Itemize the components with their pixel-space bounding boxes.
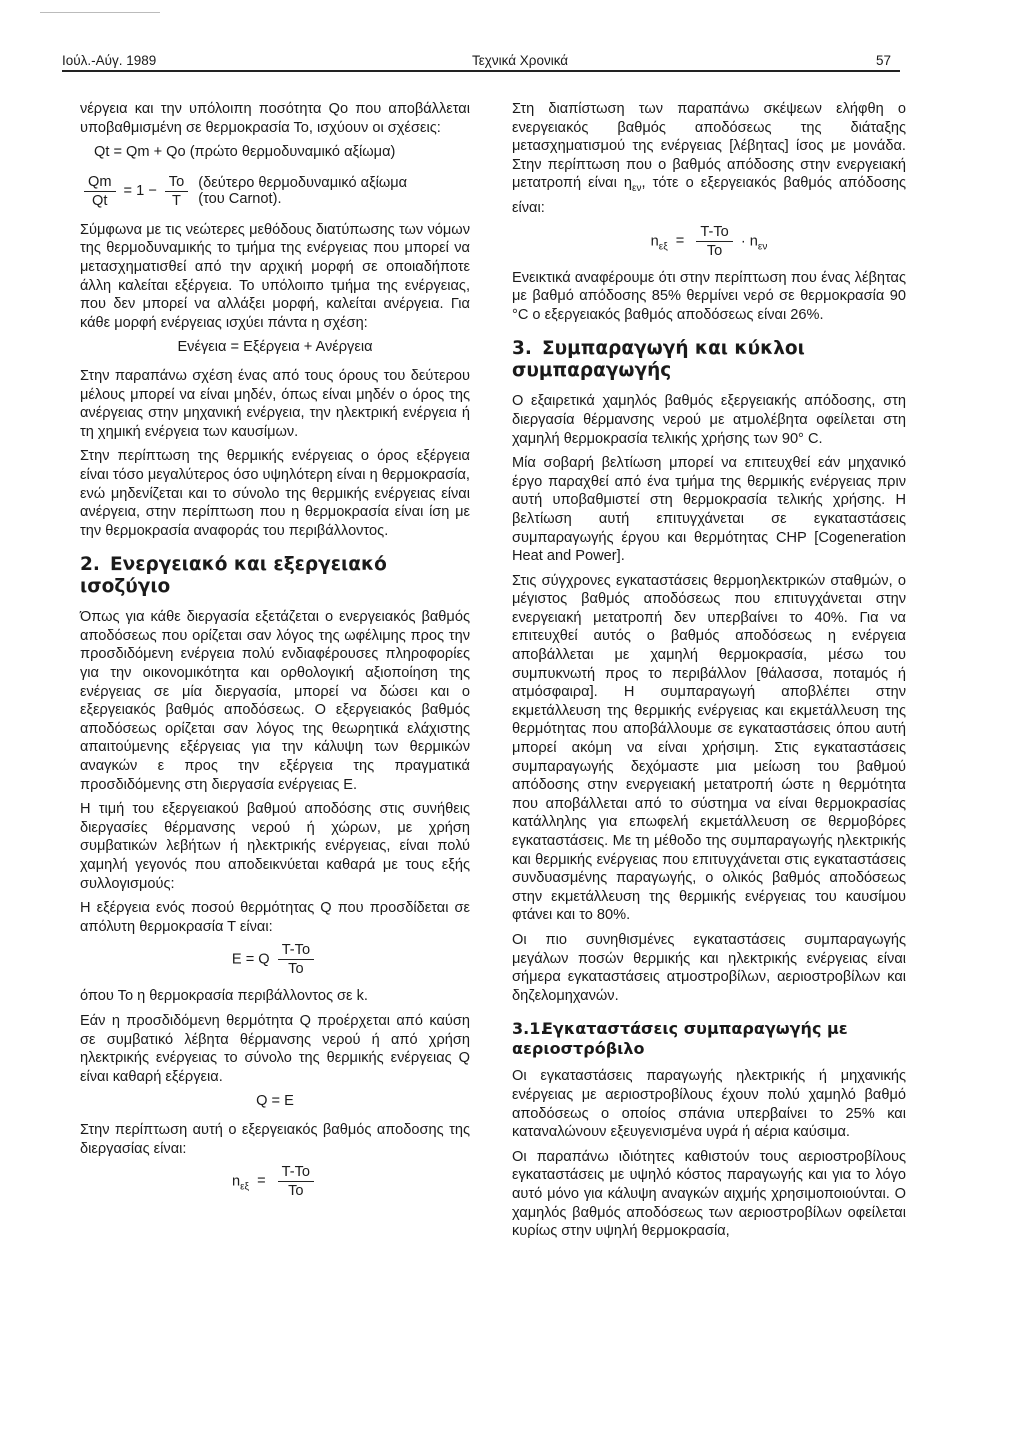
section-number: 3.	[512, 338, 532, 360]
equation-q-equals-e: Q = E	[256, 1093, 294, 1110]
paragraph: Όπως για κάθε διεργασία εξετάζεται ο ενεργειακός βαθμός αποδόσεως που ορίζεται σαν λόγος της ωφέλιμης προς την προσδιδόμενη ενέργεια πολύ ενδιαφέρουσες πληροφορίες για την οικονομικότητα και ορθολογική αξιοποίηση της ενέργειας σε μία διεργασία, μπορεί να δώσει και ο εξεργειακός βαθμός αποδόσεως. Ο εξεργειακός βαθμός αποδόσεως ορίζεται σαν λόγος της θεωρητικά ελάχιστης απαιτούμενης εξέργειας για την κάλυψη των θερμικών αναγκών ε προς την εξέργεια της πραγματικά προσδιδόμενης στη διεργασία ενέργειας Ε.	[80, 609, 470, 793]
section-title: Συμπαραγωγή και κύκλοι συμπαραγωγής	[512, 338, 805, 382]
equation-rhs: · n	[740, 232, 758, 249]
paragraph: Εάν η προσδιδόμενη θερμότητα Q προέρχεται από καύση σε συμβατικό λέβητα θέρμανσης νερού ή από χρήση ηλεκτρικής ενέργειας το σύνολο της θερμικής ενέργειας Q είναι καθαρή εξέργεια.	[80, 1012, 470, 1085]
fraction	[278, 942, 314, 977]
paragraph: Η τιμή του εξεργειακού βαθμού αποδόσης στις συνήθεις διεργασίες θέρμανσης νερού ή χώρων, με χρήση συμβατικών λεβήτων ή ηλεκτρικής ενέργειας, είναι πολύ χαμηλή γεγονός που αποδεικνύεται καθαρά με τους εξής συλλογισμούς:	[80, 801, 470, 892]
paragraph: Οι παραπάνω ιδιότητες καθιστούν τους αεριοστροβίλους εγκαταστάσεις με υψηλό κόστος παραγωγής και για το λόγο αυτό μόνο για κάλυψη αναγκών αιχμής χρησιμοποιούνται. Ο χαμηλός βαθμός αποδόσεως των αεριοστροβίλων οφείλεται κυρίως στην υψηλή θερμοκρασία,	[512, 1148, 906, 1240]
header-rule	[62, 70, 900, 72]
numerator: T-To	[696, 224, 732, 242]
numerator: T-To	[278, 942, 314, 960]
paragraph: Ο εξαιρετικά χαμηλός βαθμός εξεργειακής απόδοσης, στη διεργασία θέρμανσης νερού με ατμολέβητα οφείλεται στη χαμηλή θερμοκρασία τελικής χρήσης των 90° C.	[512, 393, 906, 447]
paragraph: Στην περίπτωση αυτή ο εξεργειακός βαθμός αποδοσης της διεργασίας είναι:	[80, 1121, 470, 1157]
paragraph: Στην παραπάνω σχέση ένας από τους όρους του δεύτερου μέλους μπορεί να είναι μηδέν, όπως είναι μηδέν ο όρος της ανέργειας στην μηχανική ενέργεια, την ηλεκτρική ενέργεια ή τη χημική ενέργεια των καυσίμων.	[80, 367, 470, 440]
section-number: 3.1.	[512, 1019, 547, 1039]
equation-exergy-efficiency-general	[512, 224, 906, 259]
paragraph	[512, 100, 906, 218]
section-heading	[80, 554, 470, 598]
fraction	[165, 174, 188, 209]
subsection-heading	[512, 1019, 906, 1059]
fraction	[278, 1164, 314, 1199]
equation-exergy-efficiency	[80, 1164, 470, 1199]
header-date: Ιούλ.-Αύγ. 1989	[62, 53, 157, 68]
fraction	[696, 224, 732, 259]
denominator: To	[706, 242, 723, 259]
denominator: Qt	[92, 192, 108, 209]
denominator: To	[288, 961, 304, 978]
paragraph: Στην περίπτωση της θερμικής ενέργειας ο όρος εξέργεια είναι τόσο μεγαλύτερος όσο υψηλότερη είναι η θερμοκρασία, ενώ μηδενίζεται και το σύνολο της θερμικής ενέργειας είναι ανέργεια, στην περίπτωση που η θερμοκρασία είναι ίση με την θερμοκρασία αναφοράς του περιβάλλοντος.	[80, 448, 470, 539]
section-heading	[512, 338, 906, 382]
header-journal-title: Τεχνικά Χρονικά	[472, 53, 569, 68]
paragraph: Η εξέργεια ενός ποσού θερμότητας Q που προσδίδεται σε απόλυτη θερμοκρασία Τ είναι:	[80, 900, 470, 935]
top-edge-rule	[40, 12, 160, 13]
numerator: Qm	[84, 174, 116, 192]
denominator: T	[172, 192, 181, 209]
section-title: Ενεργειακό και εξεργειακό ισοζύγιο	[80, 554, 387, 598]
equation-energy-balance: Ενέγεια = Εξέργεια + Ανέργεια	[177, 339, 373, 356]
paragraph: νέργεια και την υπόλοιπη ποσότητα Qo που αποβάλλεται υποβαθμισμένη σε θερμοκρασία Το, ισχύουν οι σχέσεις:	[80, 101, 470, 136]
subscript: εξ	[240, 1181, 249, 1193]
equation-first-law: Qt = Qm + Qo (πρώτο θερμοδυναμικό αξίωμα)	[94, 144, 396, 161]
label-line: (δεύτερο θερμοδυναμικό αξίωμα	[198, 175, 408, 192]
operator: = 1 −	[123, 182, 157, 199]
denominator: To	[288, 1183, 304, 1200]
equation-lhs: E = Q	[231, 951, 270, 968]
text-run: , τότε ο εξεργειακός βαθμός απόδοσης είναι:	[512, 175, 907, 216]
paragraph: όπου Το η θερμοκρασία περιβάλλοντος σε k.	[80, 988, 368, 1005]
numerator: To	[165, 174, 188, 192]
paragraph: Οι εγκαταστάσεις παραγωγής ηλεκτρικής ή μηχανικής ενέργειας με αεριοστροβίλους έχουν πολύ χαμηλό βαθμό αποδόσεως ο οποίος σπάνια υπερβαίνει το 25% και καταναλώνουν εξευγενισμένα υγρά ή αέρια καύσιμα.	[512, 1068, 906, 1141]
page-number: 57	[876, 53, 892, 68]
subscript: εν	[632, 183, 642, 195]
operator: =	[675, 232, 685, 249]
paragraph: Σύμφωνα με τις νεώτερες μεθόδους διατύπωσης των νόμων της θερμοδυναμικής το τμήμα της ενέργειας που μπορεί να μετασχηματισθεί από την αρχική μορφή σε οποιαδήποτε άλλη καλείται εξέργεια. Το υπόλοιπο τμήμα της ενέργειας, που δεν μπορεί να αλλάξει μορφή, καλείται ανέργεια. Για κάθε μορφή ενέργειας ισχύει πάντα η σχέση:	[80, 221, 470, 331]
equation-label	[198, 175, 407, 207]
paragraph: Στις σύγχρονες εγκαταστάσεις θερμοηλεκτρικών σταθμών, ο μέγιστος βαθμός αποδόσεως που επιτυγχάνεται στην ενεργειακή μετατροπή δεν υπερβαίνει το 40%. Για να επιτευχθεί αυτός ο βαθμός αποδόσεως η ενέργεια αποβάλλεται με χαμηλή θερμοκρασία, μέσω του συμπυκνωτή προς το περιβάλλον [θάλασσα, ποταμός ή ατμόσφαιρα]. Η συμπαραγωγή αποβλέπει στην εκμετάλλευση της θερμικής ενέργειας και εκμετάλλευση της θερμότητας που αποβάλλουμε σε εγκαταστάσεις όπου αυτή μπορεί ακόμη να είναι χρήσιμη. Στις εγκαταστάσεις συμπαραγωγής δεχόμαστε μια μείωση του βαθμού απόδοσης στην ενεργειακή μετατροπή ώστε η θερμότητα που αποβάλλεται από το σύστημα να είναι θερμοκρασίας κατάλληλης για επωφελή εκμετάλλευση σε θερμοβόρες εγκαταστάσεις. Με τη μέθοδο της συμπαραγωγής ηλεκτρικής και θερμικής ενέργειας που επιτυγχάνεται στις εγκαταστάσεις συνδυασμένης παραγωγής, ο ολικός βαθμός αποδόσεως στην εκμετάλλευση της θερμικής ενέργειας του καυσίμου φτάνει και το 80%.	[512, 572, 906, 924]
equation-carnot	[80, 174, 470, 209]
equation-lhs: n	[231, 1173, 241, 1190]
text-run: Στη διαπίστωση των παραπάνω σκέψεων ελήφθη ο ενεργειακός βαθμός αποδόσεως της διάταξης μετασχηματισμού της ενέργειας [λέβητας] ίσος με μονάδα. Στην περίπτωση που ο βαθμός απόδοσης στην ενεργειακή μετατροπή είναι η	[512, 101, 906, 192]
numerator: T-To	[278, 1164, 314, 1182]
equation-exergy	[80, 942, 470, 977]
subscript: εν	[757, 240, 768, 252]
operator: =	[257, 1173, 266, 1190]
label-line: (του Carnot).	[198, 191, 282, 208]
paragraph: Ενεικτικά αναφέρουμε ότι στην περίπτωση που ένας λέβητας με βαθμό απόδοσης 85% θερμίνει νερό σε θερμοκρασία 90 °C ο εξεργειακός βαθμός αποδόσεως είναι 26%.	[512, 269, 906, 323]
subscript: εξ	[658, 240, 668, 252]
paragraph: Οι πιο συνηθισμένες εγκαταστάσεις συμπαραγωγής μεγάλων ποσών θερμικής και ηλεκτρικής ενέργειας είναι σήμερα εγκαταστάσεις ατμοστροβίλων, αεριοστροβίλων και δηζελομηχανών.	[512, 931, 906, 1004]
paragraph: Μία σοβαρή βελτίωση μπορεί να επιτευχθεί εάν μηχανικό έργο παραχθεί από ένα τμήμα της θερμικής ενέργειας πριν αυτή υποβαθμιστεί στη θερμοκρασία τελικής χρήσης. Η βελτίωση αυτή επιτυγχάνεται σε εγκαταστάσεις συμπαραγωγής έργου και θερμότητας CHP [Cogeneration Heat and Power].	[512, 455, 906, 565]
equation-lhs: n	[650, 232, 659, 249]
left-column	[80, 100, 470, 1209]
section-number: 2.	[80, 554, 100, 576]
right-column	[512, 100, 906, 1247]
fraction	[84, 174, 116, 209]
section-title: Εγκαταστάσεις συμπαραγωγής με αεριοστρόβιλο	[512, 1019, 848, 1059]
